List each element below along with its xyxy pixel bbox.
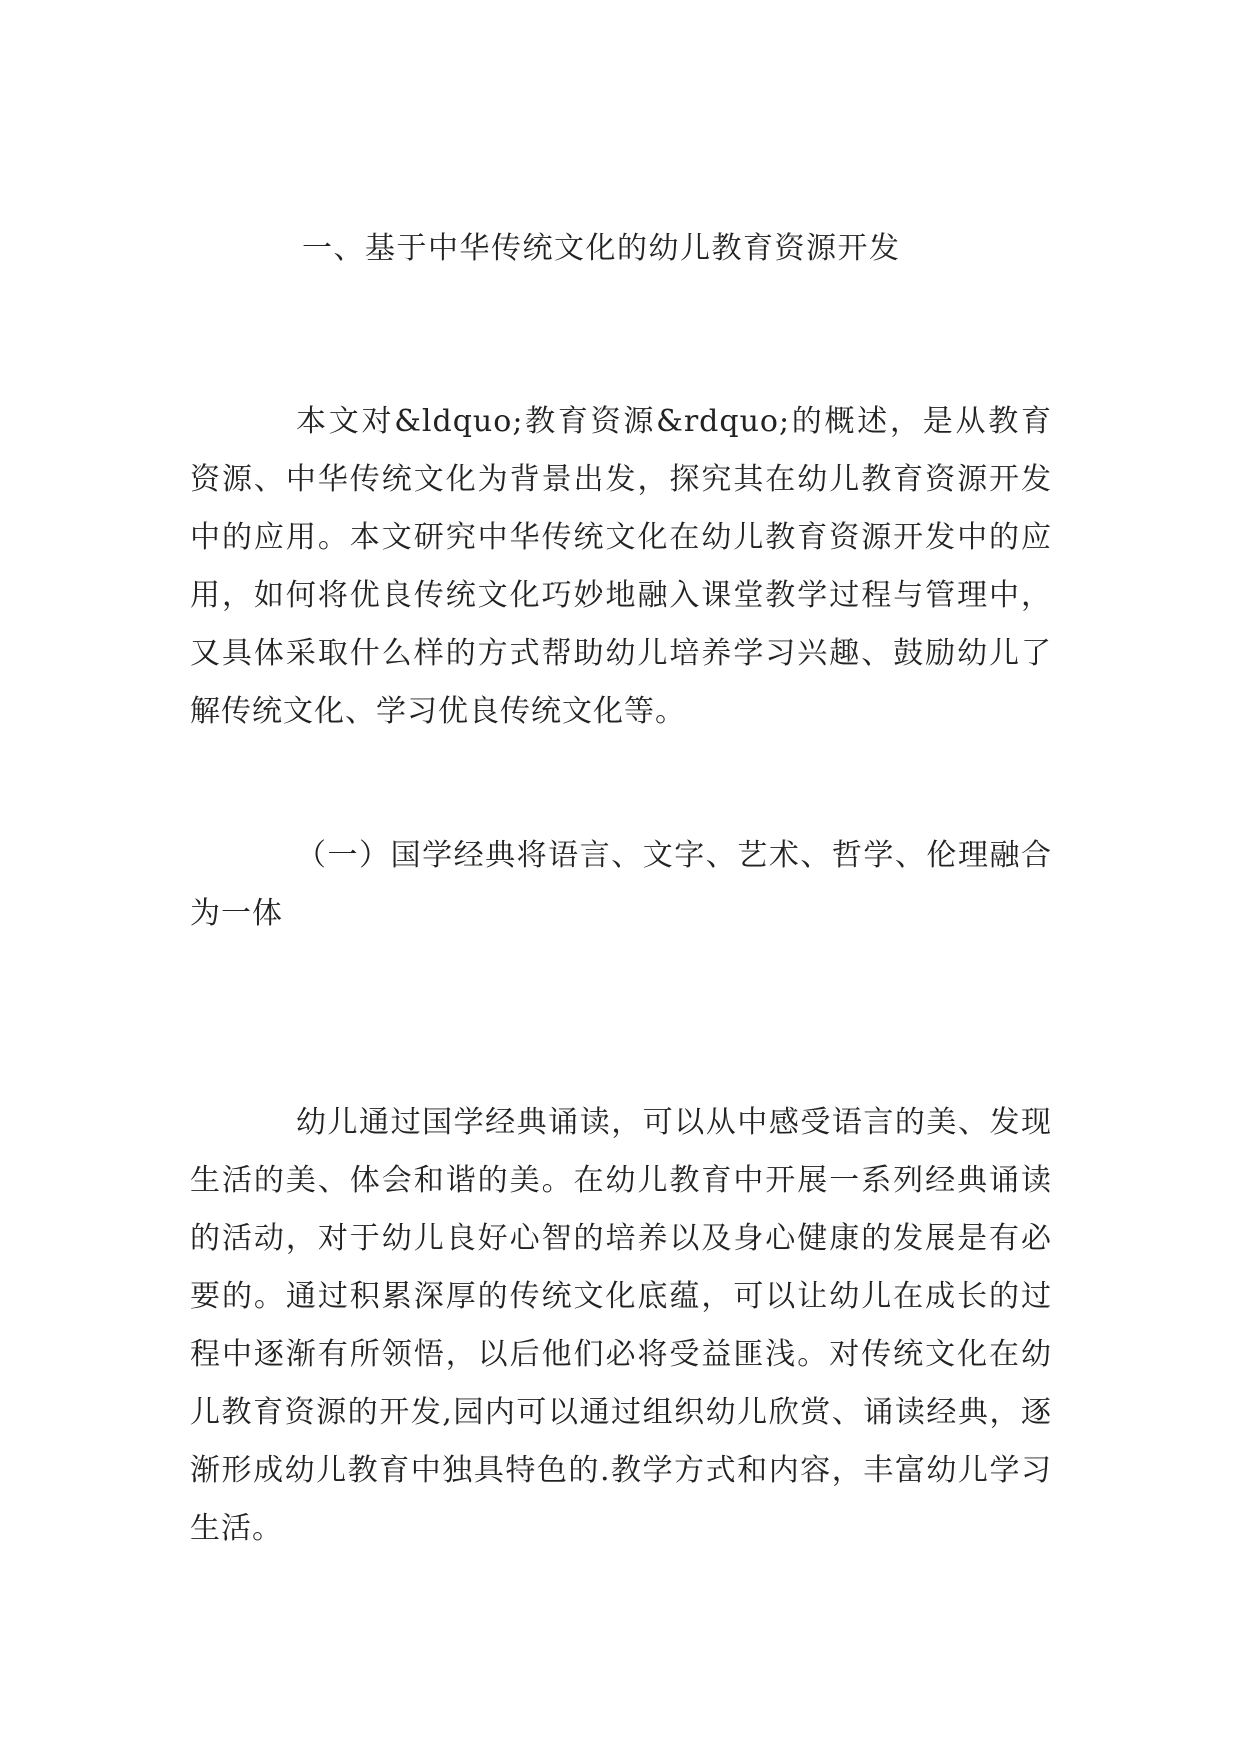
subsection-heading: （一）国学经典将语言、文字、艺术、哲学、伦理融合为一体 <box>190 838 1052 931</box>
intro-paragraph: 本文对&ldquo;教育资源&rdquo;的概述，是从教育资源、中华传统文化为背景出发，探究其在幼儿教育资源开发中的应用。本文研究中华传统文化在幼儿教育资源开发中的应用，如何将优良传统文化巧妙地融入课堂教学过程与管理中，又具体采取什么样的方式帮助幼儿培养学习兴趣、鼓励幼儿了解传统文化、学习优良传统文化等。 <box>190 404 1052 729</box>
section-heading: 一、基于中华传统文化的幼儿教育资源开发 <box>302 231 901 266</box>
body-paragraph: 幼儿通过国学经典诵读，可以从中感受语言的美、发现生活的美、体会和谐的美。在幼儿教育中开展一系列经典诵读的活动，对于幼儿良好心智的培养以及身心健康的发展是有必要的。通过积累深厚的传统文化底蕴，可以让幼儿在成长的过程中逐渐有所领悟，以后他们必将受益匪浅。对传统文化在幼儿教育资源的开发,园内可以通过组织幼儿欣赏、诵读经典，逐渐形成幼儿教育中独具特色的.教学方式和内容，丰富幼儿学习生活。 <box>190 1105 1052 1546</box>
